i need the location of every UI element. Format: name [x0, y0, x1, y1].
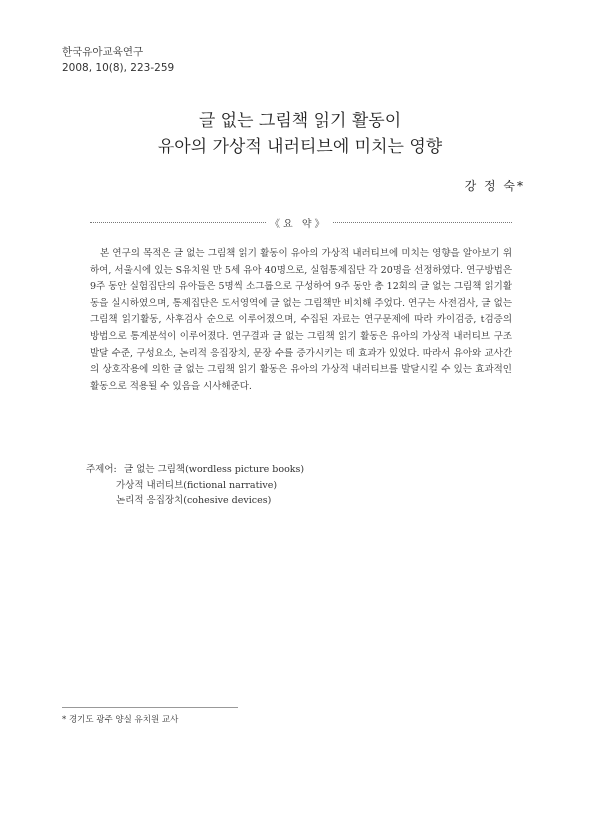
keyword-item: 가상적 내러티브(fictional narrative): [116, 479, 278, 491]
keywords-block: [86, 462, 304, 509]
author-footnote: * 경기도 광주 양실 유치원 교사: [62, 715, 179, 725]
keyword-item: 논리적 응집장치(cohesive devices): [116, 495, 272, 506]
abstract-heading: 《요 약》: [266, 215, 332, 230]
keyword-row-3: [86, 493, 304, 509]
keyword-item: 글 없는 그림책(wordless picture books): [124, 464, 305, 475]
paper-title-line-2: 유아의 가상적 내러티브에 미치는 영향: [157, 137, 443, 157]
keyword-row-1: [86, 462, 304, 478]
paper-title-line-1: 글 없는 그림책 읽기 활동이: [198, 111, 402, 131]
abstract-body: 본 연구의 목적은 글 없는 그림책 읽기 활동이 유아의 가상적 내러티브에 미치는 영향을 알아보기 위하여, 서울시에 있는 S유치원 만 5세 유아 40명으로, 실험통제집단 각 20명을 선정하였다. 연구방법은 9주 동안 실험집단의 유아들은 5명씩 소그룹으로 구성하여 9주 동안 총 12회의 글 없는 그림책 읽기활동을 실시하였으며, 통제집단은 도서영역에 글 없는 그림책만 비치해 주었다. 연구는 사전검사, 글 없는 그림책 읽기활동, 사후검사 순으로 이루어졌으며, 수집된 자료는 연구문제에 따라 카이검증, t검증의 방법으로 통계분석이 이루어졌다. 연구결과 글 없는 그림책 읽기 활동은 유아의 가상적 내러티브 구조발달 수준, 구성요소, 논리적 응집장치, 문장 수를 증가시키는 데 효과가 있었다. 따라서 유아와 교사간의 상호작용에 의한 글 없는 그림책 읽기 활동은 유아의 가상적 내러티브를 발달시킬 수 있는 효과적인 활동으로 적용될 수 있음을 시사해준다.: [90, 248, 512, 392]
author-name: 강 정 숙*: [464, 179, 525, 193]
keyword-row-2: [86, 478, 304, 494]
footnote-divider: [62, 707, 238, 708]
journal-citation: 2008, 10(8), 223-259: [62, 62, 175, 74]
keywords-label: 주제어:: [86, 464, 117, 475]
journal-name: 한국유아교육연구: [62, 46, 144, 58]
